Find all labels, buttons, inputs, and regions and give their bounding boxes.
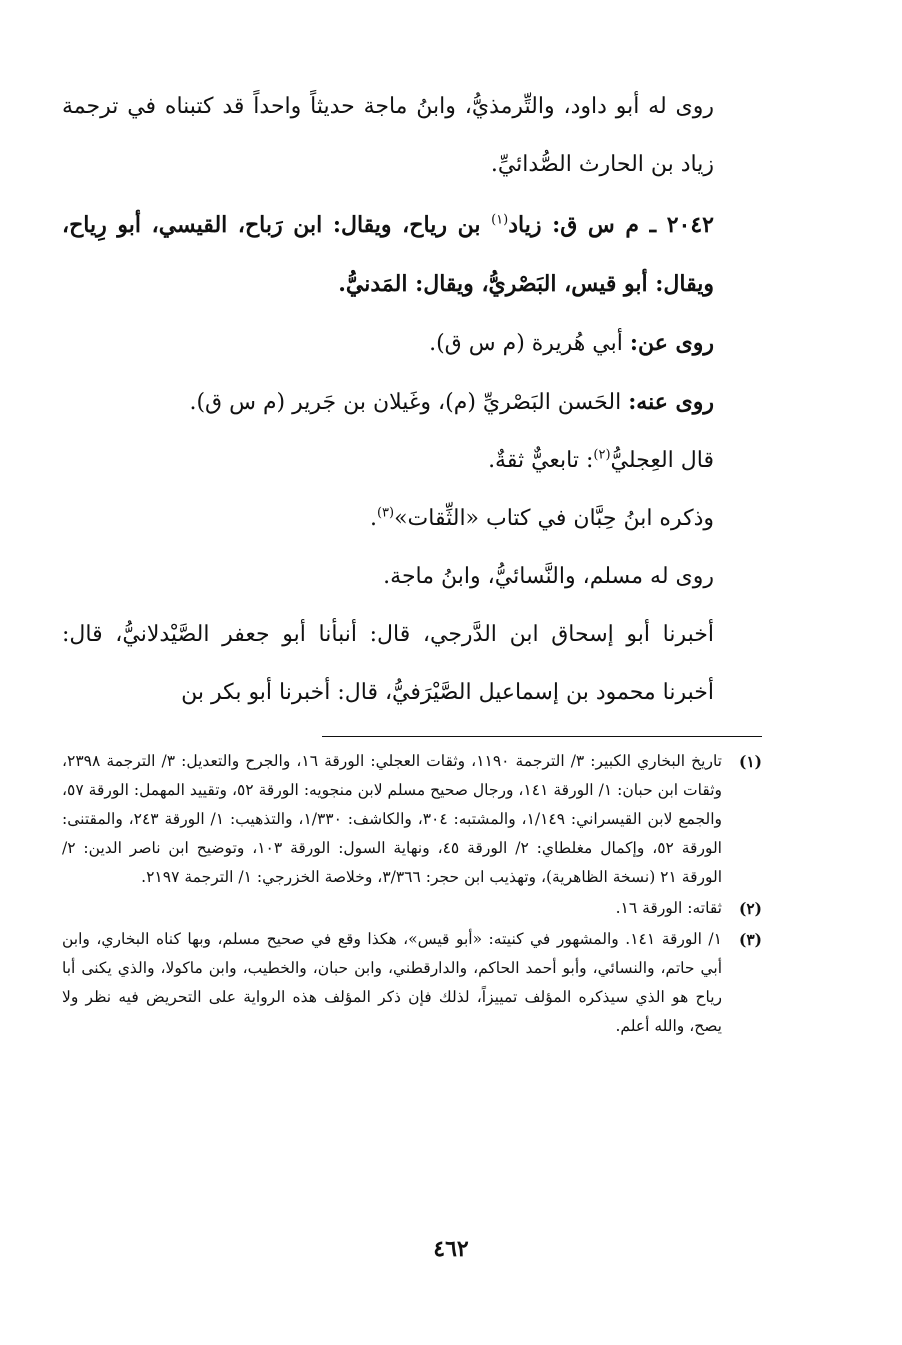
- rawa-anhu: [62, 373, 762, 432]
- akhbarana: [62, 606, 762, 722]
- footnote-2: [62, 894, 762, 923]
- footnote-3: [62, 925, 762, 1041]
- page: [62, 78, 762, 1278]
- entry-name: زياد: [508, 212, 542, 238]
- footnote-text: ١/ الورقة ١٤١. والمشهور في كنيته: «أبو قيس»، هكذا وقع في صحيح مسلم، وبها كناه البخاري، وابن أبي حاتم، والنسائي، وأبو أحمد الحاكم، والدارقطني، وابن حبان، والخطيب، وابن ماكولا، والذي يكنى أبا رياح هو الذي سيذكره المؤلف تمييزاً، لذلك فإن ذكر المؤلف هذه الرواية على التحريض فيه نظر ولا يصح، والله أعلم.: [62, 930, 722, 1035]
- footnote-number: (١): [738, 752, 762, 771]
- ijli-text: قال العِجليُّ: [610, 448, 714, 473]
- rawa-an-text: أبي هُريرة (م س ق).: [429, 331, 630, 356]
- entry-rest: بن رياح، ويقال: ابن رَباح، القيسي، أبو رِياح، ويقال: أبو قيس، البَصْريُّ، ويقال: المَدنيُّ.: [62, 212, 714, 297]
- paragraph-rawa-lahu-abu-dawud: [62, 78, 762, 194]
- ibn-hibban-text-end: .: [369, 506, 377, 531]
- page-number: ٤٦٢: [433, 1236, 469, 1262]
- footnote-number: (٣): [738, 930, 762, 949]
- entry-heading: [62, 196, 762, 314]
- footnote-marker-2: (٢): [593, 447, 611, 463]
- rawa-lahu-text: روى له مسلم، والنَّسائيُّ، وابنُ ماجة.: [383, 564, 714, 589]
- footnote-marker-3: (٣): [376, 505, 395, 521]
- footnote-divider: [322, 736, 762, 737]
- ibn-hibban: [62, 490, 762, 548]
- footnote-1: [62, 747, 762, 892]
- ibn-hibban-text: وذكره ابنُ حِبَّان في كتاب «الثِّقات»: [394, 506, 714, 531]
- rawa-an: [62, 314, 762, 373]
- paragraph-text: روى له أبو داود، والتِّرمذيُّ، وابنُ ماجة حديثاً واحداً قد كتبناه في ترجمة زياد بن الحارث الصُّدائيِّ.: [62, 94, 714, 177]
- rawa-lahu: [62, 548, 762, 606]
- ijli-quote: [62, 432, 762, 490]
- rawa-anhu-label: روى عنه:: [628, 389, 714, 415]
- entry-codes: ـ م س ق:: [541, 212, 667, 238]
- rawa-an-label: روى عن:: [629, 330, 714, 356]
- entry-number: ٢٠٤٢: [666, 212, 714, 238]
- footnote-text: ثقاته: الورقة ١٦.: [615, 899, 722, 917]
- rawa-anhu-text: الحَسن البَصْريِّ (م)، وغَيلان بن جَرير (م س ق).: [189, 390, 629, 415]
- footnote-number: (٢): [738, 899, 762, 918]
- footnote-marker-1: (١): [491, 212, 509, 228]
- akhbarana-text: أخبرنا أبو إسحاق ابن الدَّرجي، قال: أنبأنا أبو جعفر الصَّيْدلانيُّ، قال: أخبرنا محمود بن إسماعيل الصَّيْرَفيُّ، قال: أخبرنا أبو بكر بن: [62, 622, 714, 705]
- footnote-text: تاريخ البخاري الكبير: ٣/ الترجمة ١١٩٠، وثقات العجلي: الورقة ١٦، والجرح والتعديل: ٣/ الترجمة ٢٣٩٨، وثقات ابن حبان: ١/ الورقة ١٤١، ورجال صحيح مسلم لابن منجويه: الورقة ٥٢، وتقييد المهمل: الورقة ٥٧، والجمع لابن القيسراني: ١/١٤٩، والمشتبه: ٣٠٤، والكاشف: ١/٣٣٠، والتذهيب: ١/ الورقة ٢٤٣، والمقتنى: الورقة ٥٢، وإكمال مغلطاي: ٢/ الورقة ٤٥، ونهاية السول: الورقة ١٠٣، وتوضيح ابن ناصر الدين: ٢/ الورقة ٢١ (نسخة الظاهرية)، وتهذيب ابن حجر: ٣/٣٦٦، وخلاصة الخزرجي: ١/ الترجمة ٢١٩٧.: [62, 752, 723, 886]
- ijli-text-end: : تابعيٌّ ثقةٌ.: [488, 448, 594, 473]
- footnotes: [62, 747, 762, 1041]
- main-text: [62, 78, 762, 722]
